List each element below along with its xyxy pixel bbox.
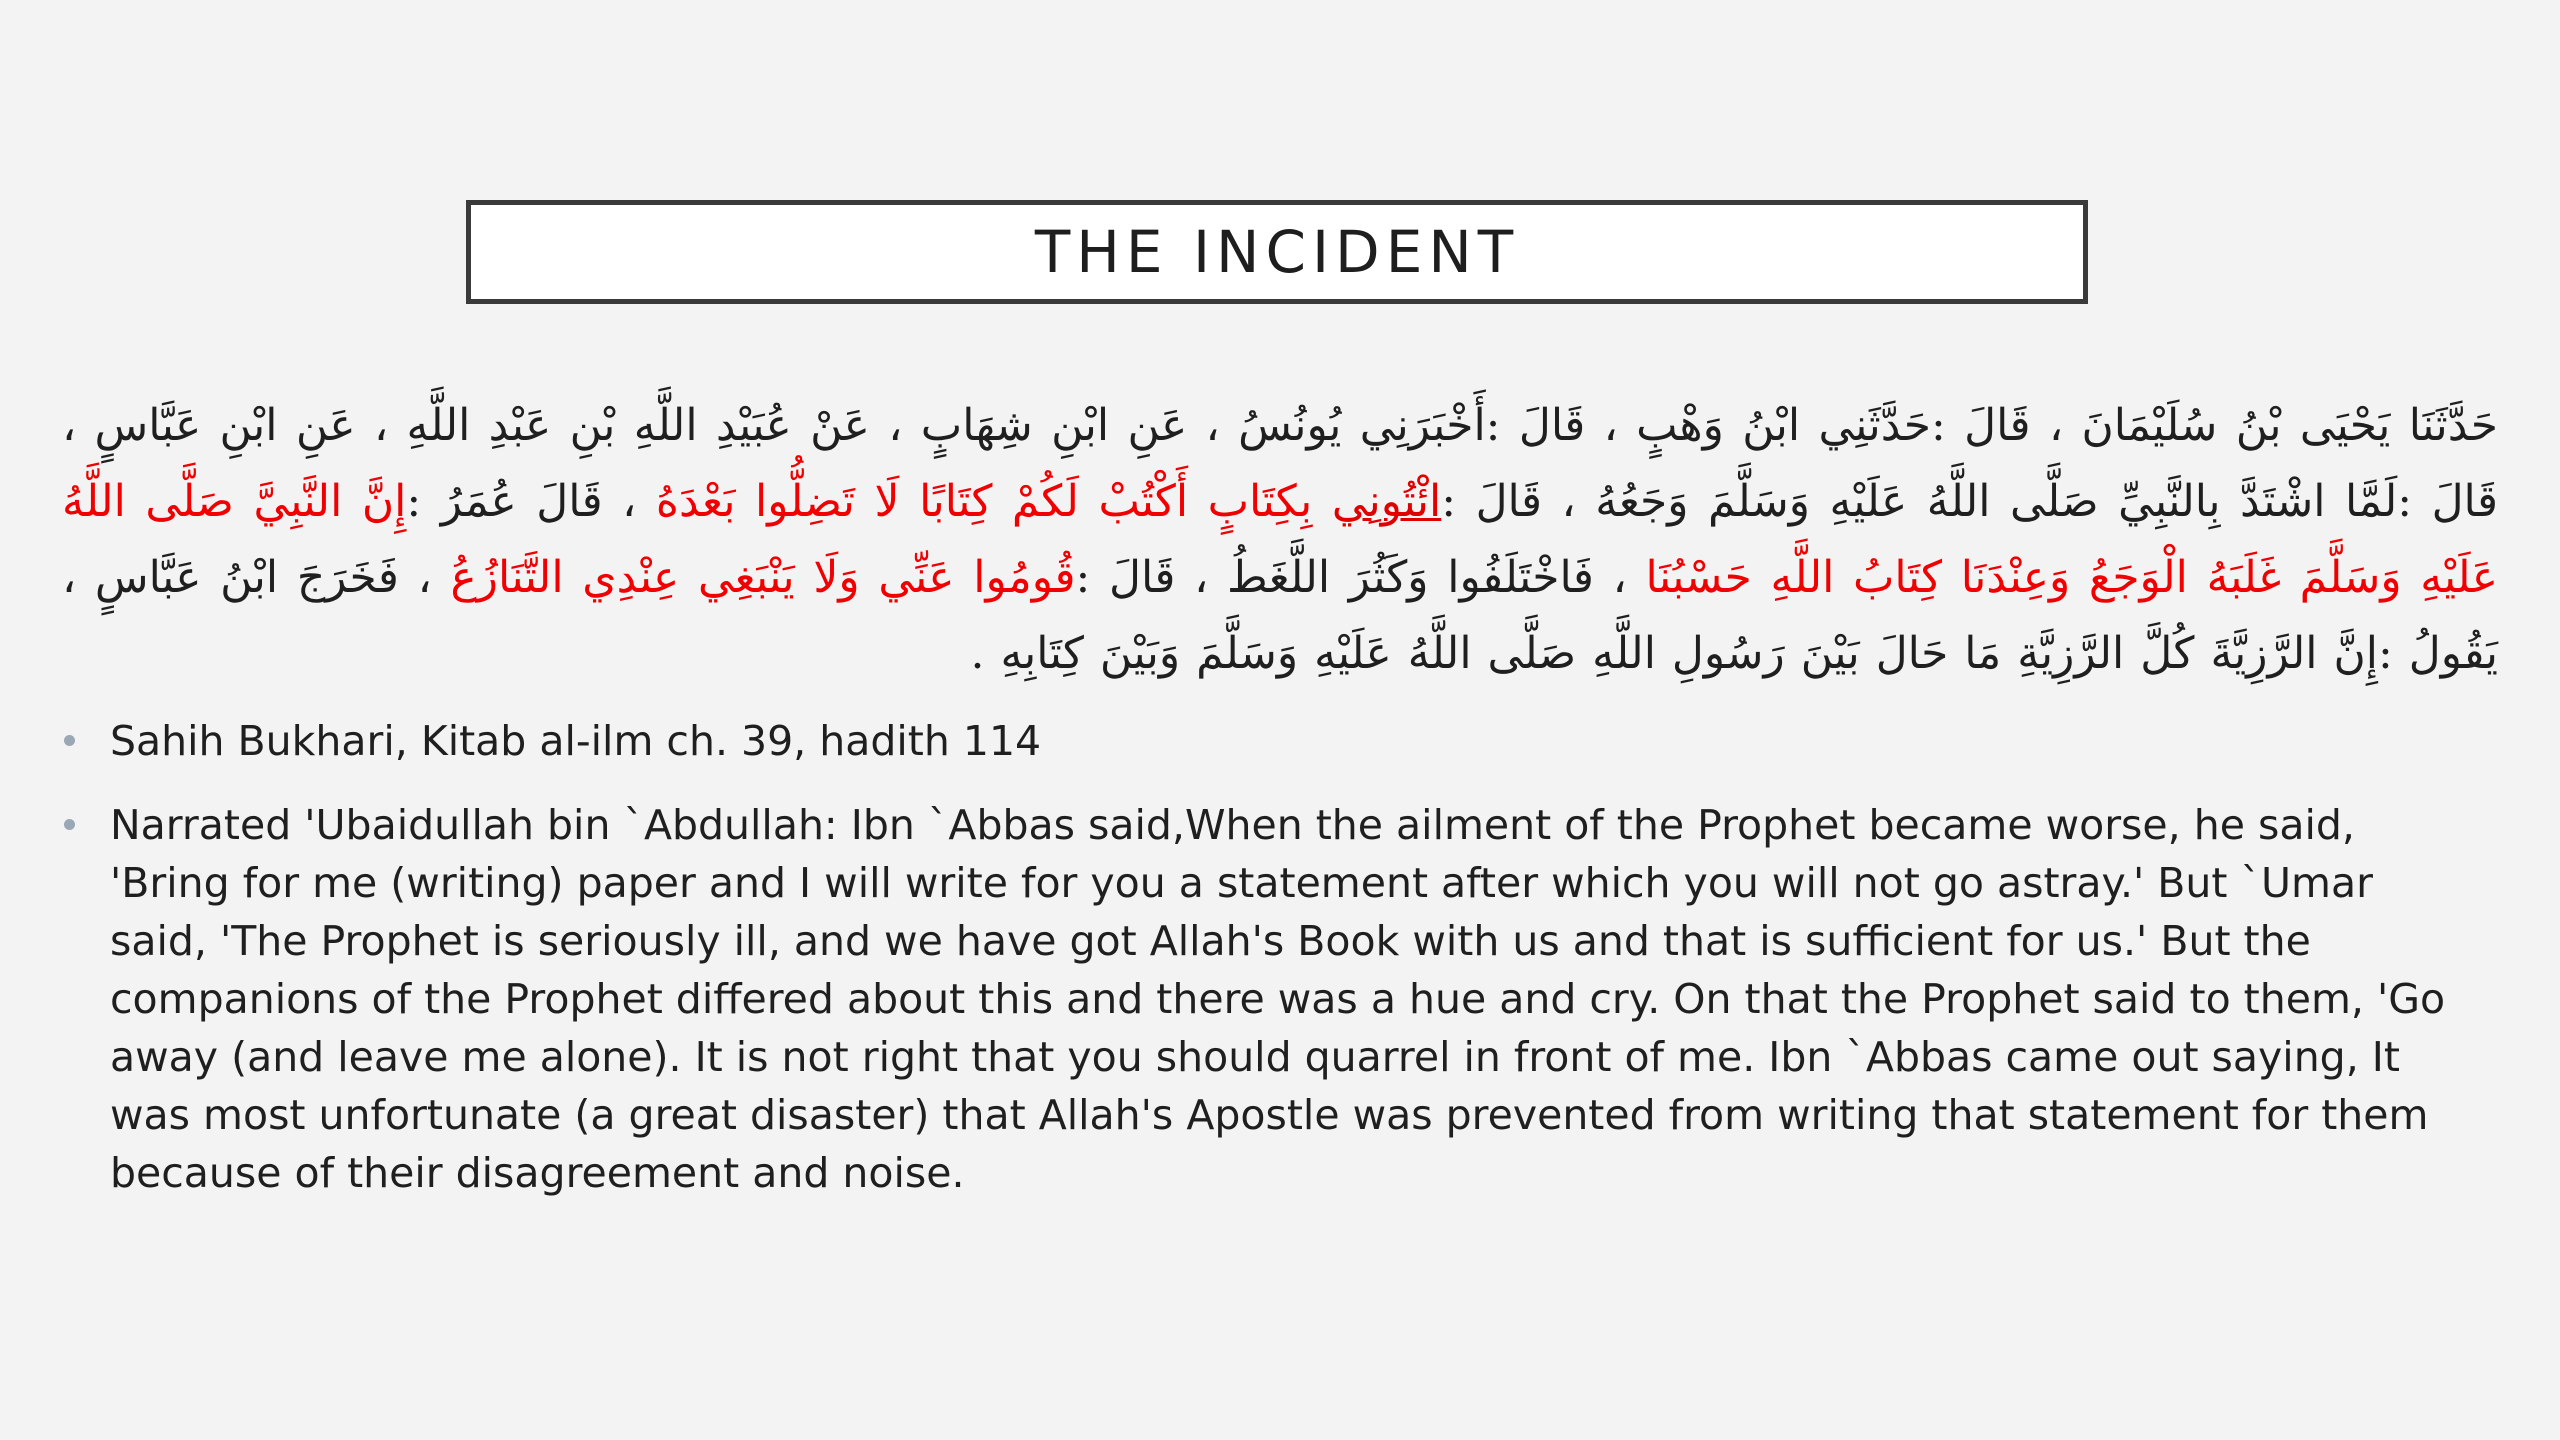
- title-box: [466, 200, 2088, 304]
- hadith-quote-go-away: قُومُوا عَنِّي وَلَا يَنْبَغِي عِنْدِي التَّنَازُعُ: [450, 552, 1076, 603]
- hadith-quote-prophet: بِكِتَابٍ أَكْتُبْ لَكُمْ كِتَابًا لَا تَضِلُّوا بَعْدَهُ: [655, 476, 1332, 527]
- hadith-quote-underlined: ائْتُونِي: [1331, 476, 1442, 527]
- bullet-text: Narrated 'Ubaidullah bin `Abdullah: Ibn `Abbas said,When the ailment of the Prophet became worse, he said, 'Bring for me (writing) paper and I will write for you a statement after which you will not go astray.' But `Umar said, 'The Prophet is seriously ill, and we have got Allah's Book with us and that is sufficient for us.' But the companions of the Prophet differed about this and there was a hue and cry. On that the Prophet said to them, 'Go away (and leave me alone). It is not right that you should quarrel in front of me. Ibn `Abbas came out saying, It was most unfortunate (a great disaster) that Allah's Apostle was prevented from writing that statement for them because of their disagreement and noise.: [110, 801, 2446, 1197]
- hadith-narration-umar: ، قَالَ عُمَرُ :: [406, 476, 656, 527]
- bullet-reference: [60, 712, 2480, 770]
- bullet-dot-icon: [64, 819, 75, 830]
- hadith-isnad: حَدَّثَنَا يَحْيَى بْنُ سُلَيْمَانَ ، قَالَ :حَدَّثَنِي ابْنُ وَهْبٍ ، قَالَ :أَخْبَرَنِي يُونُسُ ، عَنِ ابْنِ شِهَابٍ ، عَنْ عُبَيْدِ اللَّهِ بْنِ عَبْدِ اللَّهِ ، عَنِ ابْنِ عَبَّاسٍ ، قَالَ :لَمَّا اشْتَدَّ بِالنَّبِيِّ صَلَّى اللَّهُ عَلَيْهِ وَسَلَّمَ وَجَعُهُ ، قَالَ :: [62, 400, 2498, 527]
- bullet-translation: [60, 796, 2480, 1202]
- hadith-narration-end: ، فَخَرَجَ ابْنُ عَبَّاسٍ ، يَقُولُ :إِنَّ الرَّزِيَّةَ كُلَّ الرَّزِيَّةِ مَا حَالَ بَيْنَ رَسُولِ اللَّهِ صَلَّى اللَّهُ عَلَيْهِ وَسَلَّمَ وَبَيْنَ كِتَابِهِ .: [62, 552, 2498, 679]
- hadith-arabic-text: [62, 388, 2498, 692]
- slide-title: THE INCIDENT: [1034, 218, 1520, 286]
- bullet-list: [60, 712, 2480, 1228]
- bullet-dot-icon: [64, 735, 75, 746]
- hadith-quote-umar: إِنَّ النَّبِيَّ صَلَّى اللَّهُ عَلَيْهِ وَسَلَّمَ غَلَبَهُ الْوَجَعُ وَعِنْدَنَا كِتَابُ اللَّهِ حَسْبُنَا: [62, 476, 2498, 603]
- bullet-text: Sahih Bukhari, Kitab al-ilm ch. 39, hadith 114: [110, 717, 1042, 765]
- hadith-narration-dispute: ، فَاخْتَلَفُوا وَكَثُرَ اللَّغَطُ ، قَالَ :: [1075, 552, 1646, 603]
